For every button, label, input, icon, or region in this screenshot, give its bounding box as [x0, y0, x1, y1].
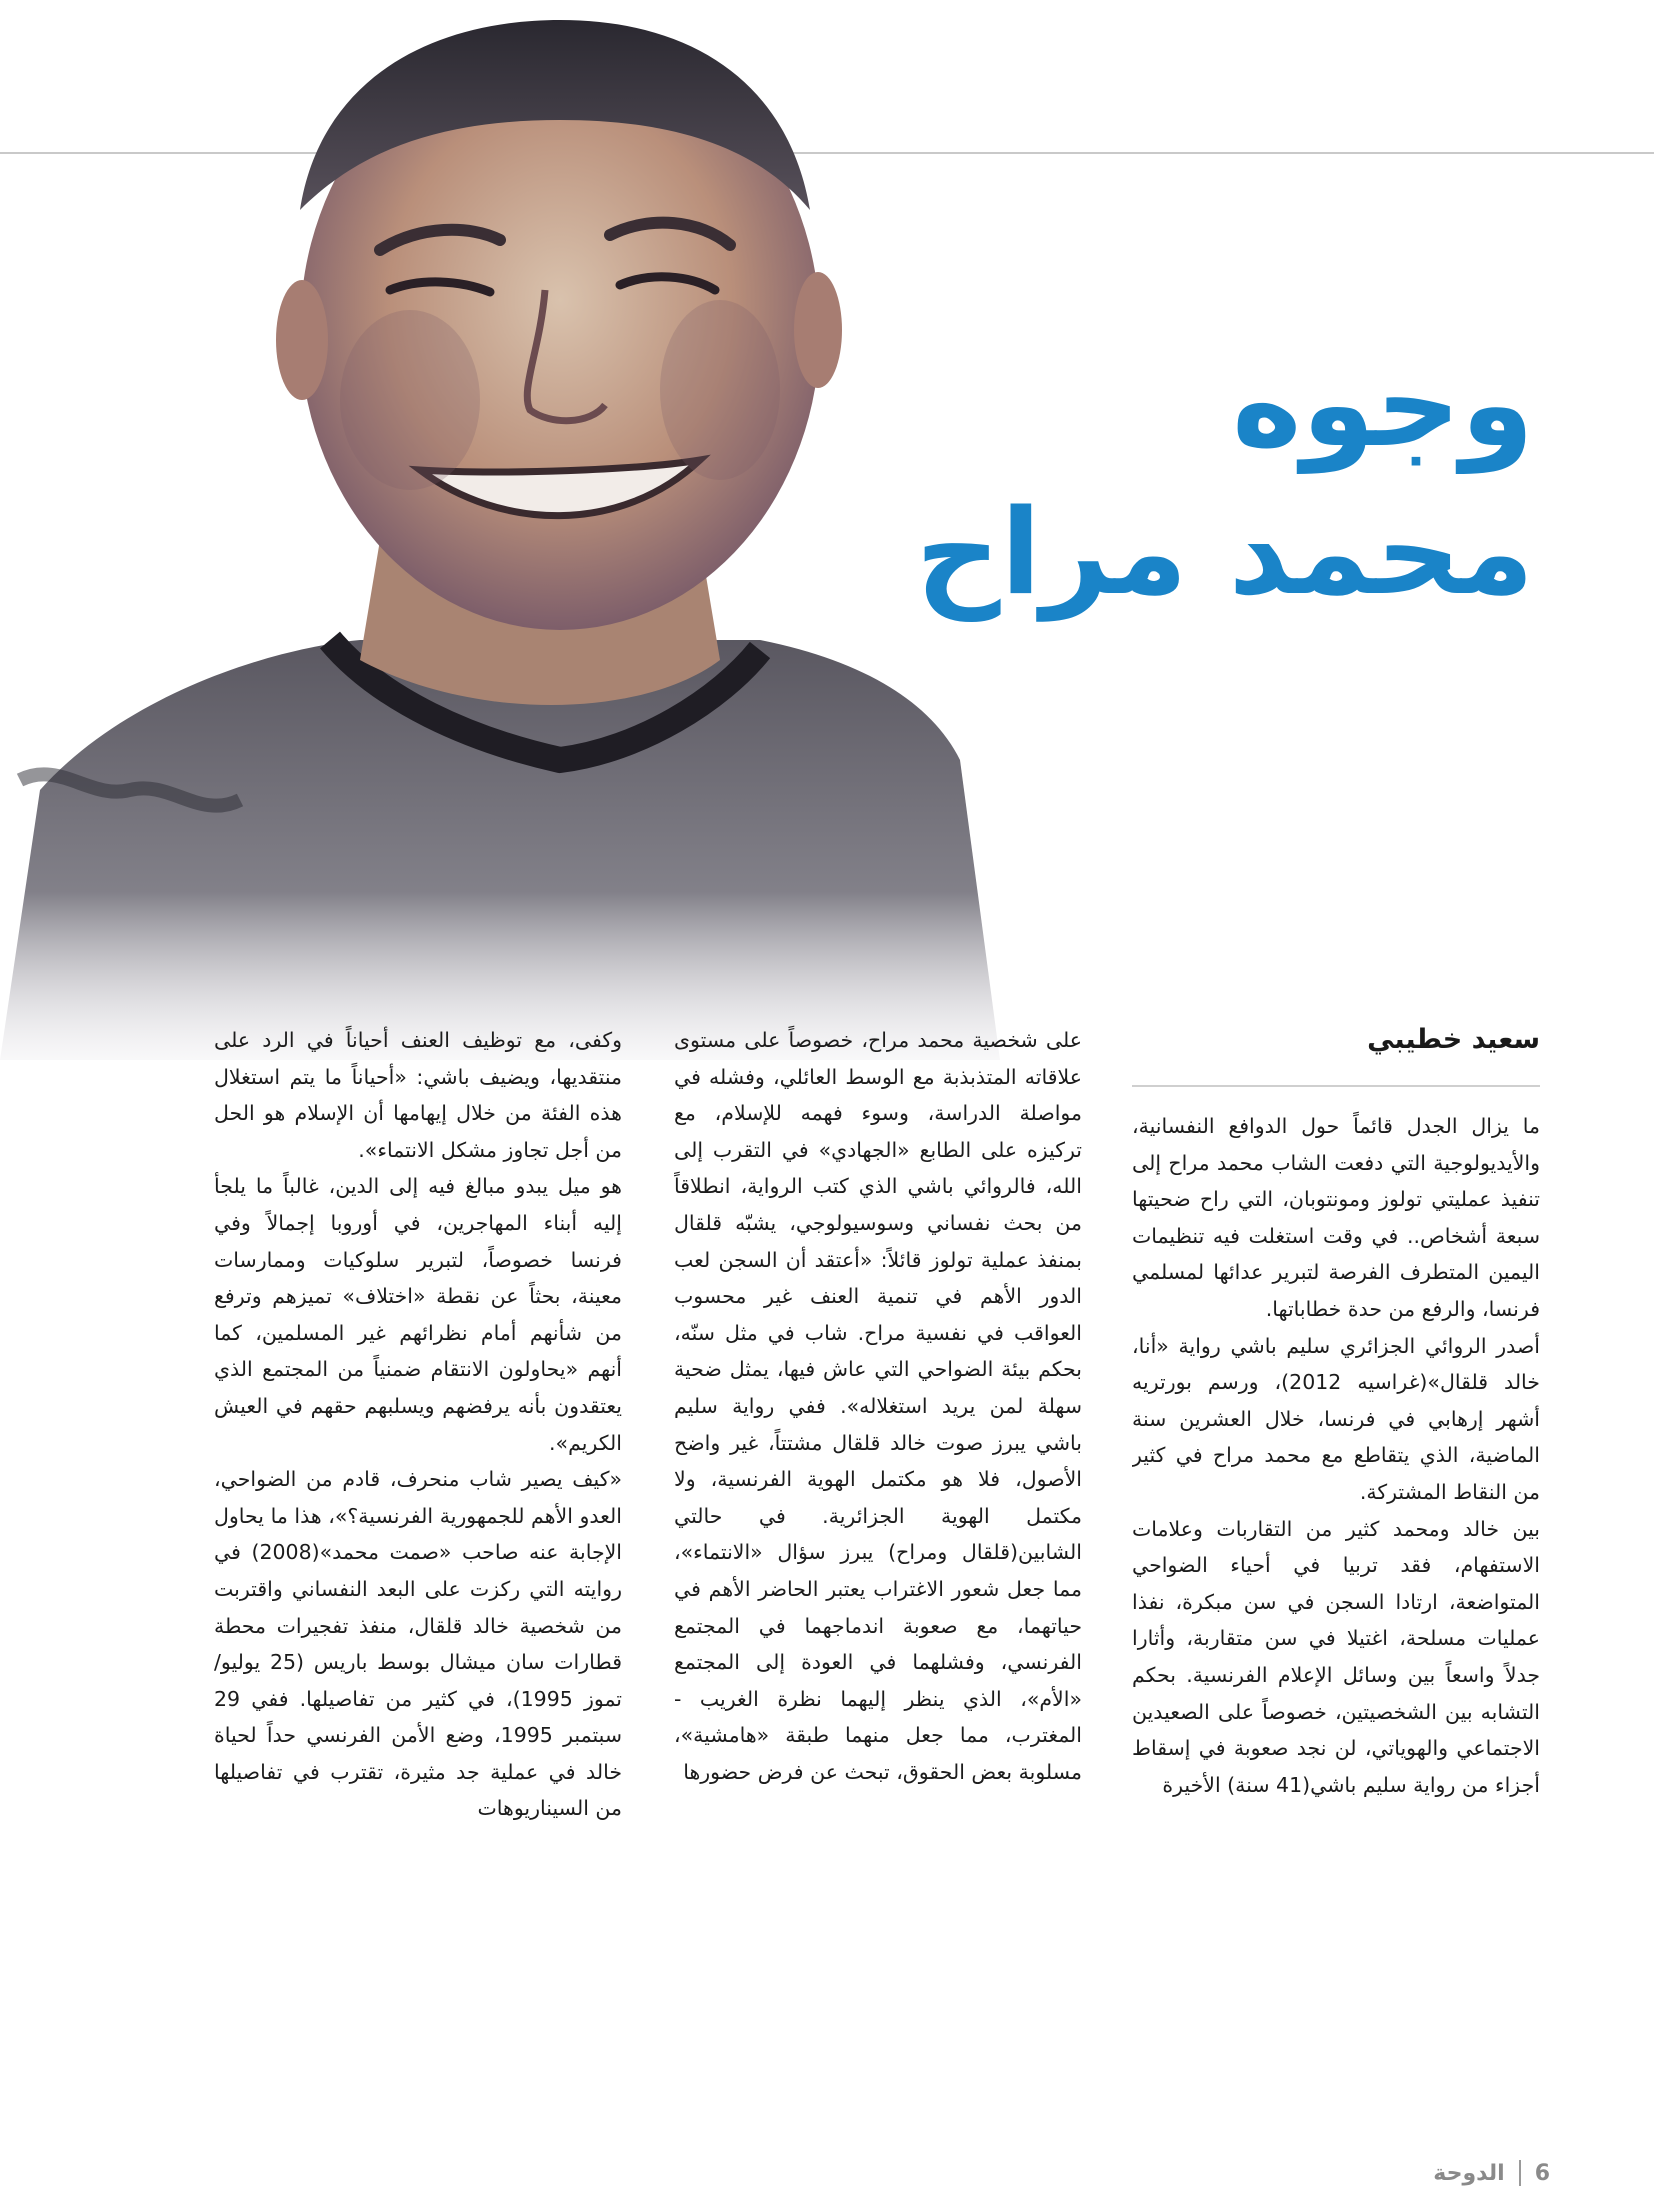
paragraph: «كيف يصير شاب منحرف، قادم من الضواحي، العدو الأهم للجمهورية الفرنسية؟»، هذا ما يحاول الإجابة عنه صاحب «صمت محمد»(2008) في روايته التي ركزت على البعد النفساني واقتربت من شخصية خالد قلقال، منفذ تفجيرات محطة قطارات سان ميشال بوسط باريس (25 يوليو/تموز 1995)، في كثير من تفاصيلها. ففي 29 سبتمبر 1995، وضع الأمن الفرنسي حداً لحياة خالد في عملية جد مثيرة، تقترب في تفاصيلها من السيناريوهات: [214, 1467, 622, 1821]
paragraph: على شخصية محمد مراح، خصوصاً على مستوى علاقاته المتذبذبة مع الوسط العائلي، وفشله في مواصلة الدراسة، وسوء فهمه للإسلام، مع تركيزه على الطابع «الجهادي» في التقرب إلى الله، فالروائي باشي الذي كتب الرواية، انطلاقاً من بحث نفساني وسوسيولوجي، يشبّه قلقال بمنفذ عملية تولوز قائلاً: «أعتقد أن السجن لعب الدور الأهم في تنمية العنف غير محسوب العواقب في نفسية مراح. شاب في مثل سنّه، بحكم بيئة الضواحي التي عاش فيها، يمثل ضحية سهلة لمن يريد استغلاله». ففي رواية سليم باشي يبرز صوت خالد قلقال مشتتاً، غير واضح الأصول، فلا هو مكتمل الهوية الفرنسية، ولا مكتمل الهوية الجزائرية. في حالتي الشابين(قلقال ومراح) يبرز سؤال «الانتماء»، مما جعل شعور الاغتراب يعتبر الحاضر الأهم في حياتهما، مع صعوبة اندماجهما في المجتمع الفرنسي، وفشلهما في العودة إلى المجتمع «الأم»، الذي ينظر إليهما نظرة الغريب - المغترب، مما جعل منهما طبقة «هامشية»، مسلوبة بعض الحقوق، تبحث عن فرض حضورها: [674, 1028, 1082, 1784]
article-title: [834, 330, 1534, 626]
page-footer: [1433, 2160, 1550, 2186]
magazine-name: الدوحة: [1433, 2160, 1505, 2186]
title-section-label: وجوه: [1231, 335, 1534, 473]
text-column-middle: [674, 1022, 1082, 2112]
title-person-name: محمد مراح: [915, 483, 1534, 621]
page-number: 6: [1534, 2160, 1550, 2186]
text-column-left: [214, 1022, 622, 2112]
paragraph: بين خالد ومحمد كثير من التقاربات وعلامات الاستفهام، فقد تربيا في أحياء الضواحي المتواضعة، ارتادا السجن في سن مبكرة، نفذا عمليات مسلحة، اغتيلا في سن متقاربة، وأثارا جدلاً واسعاً بين وسائل الإعلام الفرنسية. بحكم التشابه بين الشخصيتين، خصوصاً على الصعيدين الاجتماعي والهوياتي، لن نجد صعوبة في إسقاط أجزاء من رواية سليم باشي(41 سنة) الأخيرة: [1132, 1516, 1540, 1797]
paragraph: أصدر الروائي الجزائري سليم باشي رواية «أنا، خالد قلقال»(غراسيه 2012)، ورسم بورتريه أشهر إرهابي في فرنسا، خلال العشرين سنة الماضية، الذي يتقاطع مع محمد مراح في كثير من النقاط المشتركة.: [1132, 1333, 1540, 1504]
footer-divider: [1519, 2160, 1521, 2186]
paragraph: وكفى، مع توظيف العنف أحياناً في الرد على منتقديها، ويضيف باشي: «أحياناً ما يتم استغلال هذه الفئة من خلال إيهامها أن الإسلام هو الحل من أجل تجاوز مشكل الانتماء».: [214, 1028, 622, 1162]
byline-rule: [1132, 1085, 1540, 1087]
paragraph: هو ميل يبدو مبالغ فيه إلى الدين، غالباً ما يلجأ إليه أبناء المهاجرين، في أوروبا إجمالاً وفي فرنسا خصوصاً، لتبرير سلوكيات وممارسات معينة، بحثاً عن نقطة «اختلاف» تميزهم وترفع من شأنهم أمام نظرائهم غير المسلمين، كما أنهم «يحاولون الانتقام ضمنياً من المجتمع الذي يعتقدون بأنه يرفضهم ويسلبهم حقهم في العيش الكريم».: [214, 1174, 622, 1455]
author-byline: سعيد خطيبي: [1367, 1024, 1540, 1055]
text-column-right: [1132, 1108, 1540, 2108]
paragraph: ما يزال الجدل قائماً حول الدوافع النفسانية، والأيديولوجية التي دفعت الشاب محمد مراح إلى تنفيذ عمليتي تولوز ومونتوبان، التي راح ضحيتها سبعة أشخاص.. في وقت استغلت فيه تنظيمات اليمين المتطرف الفرصة لتبرير عدائها لمسلمي فرنسا، والرفع من حدة خطاباتها.: [1132, 1114, 1540, 1321]
